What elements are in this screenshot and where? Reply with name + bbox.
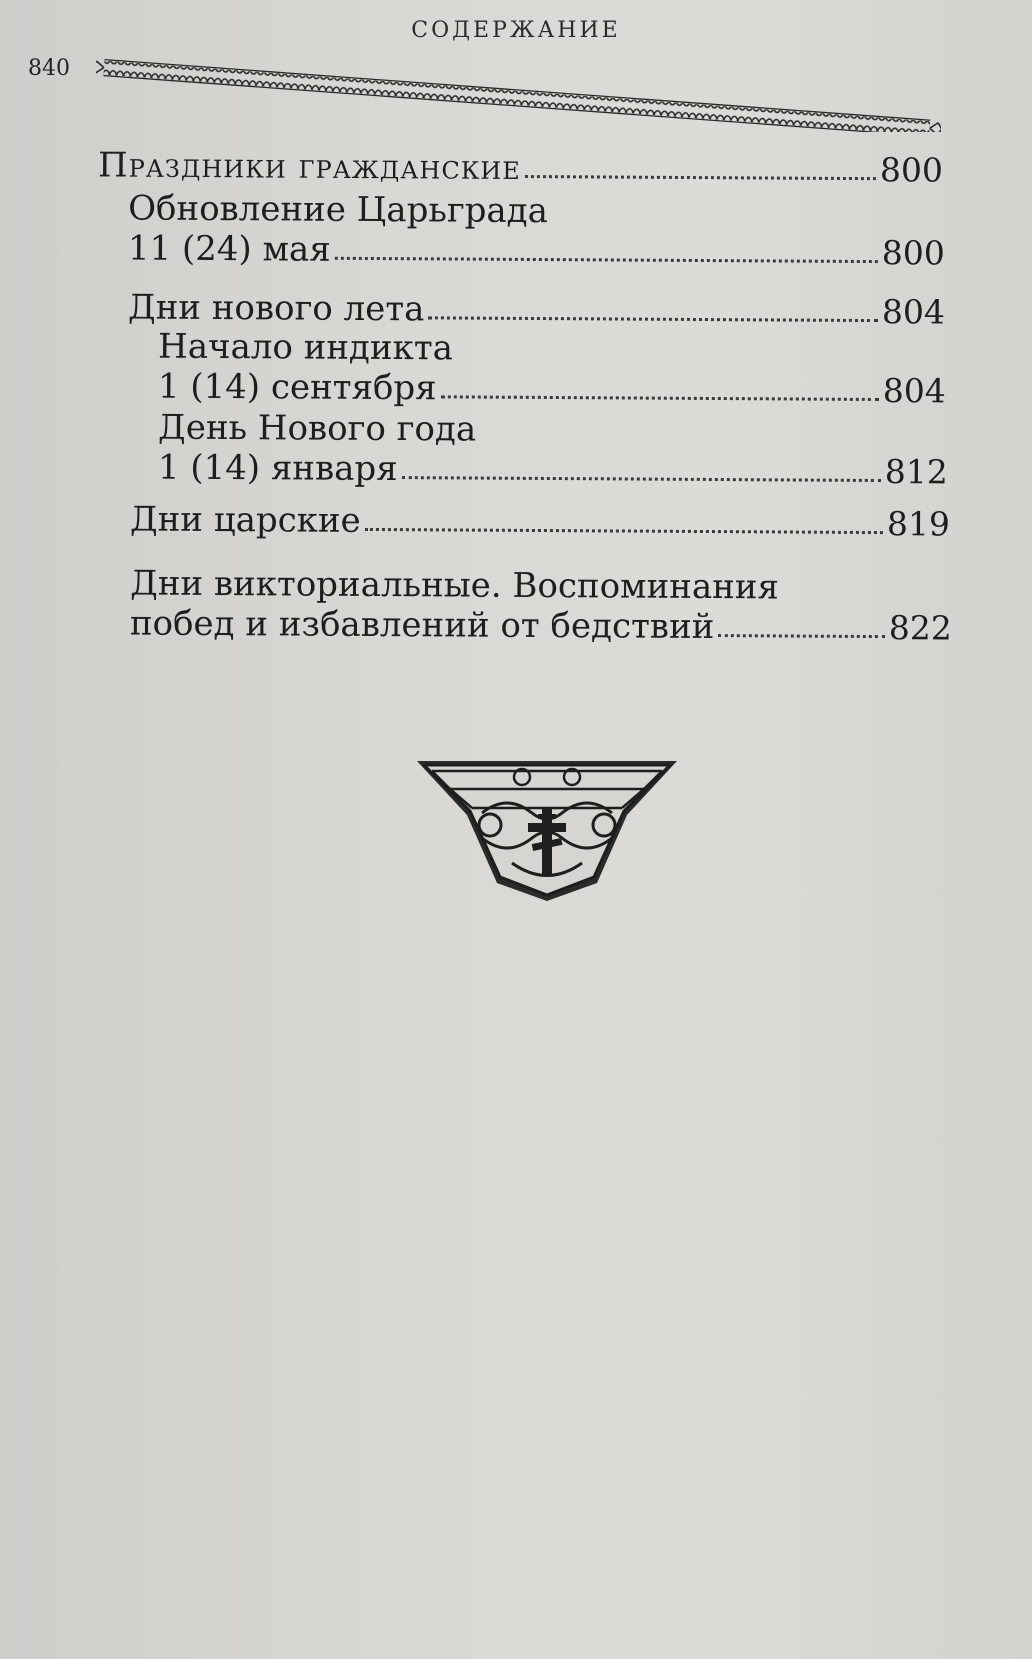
page-number: 840 (28, 56, 70, 81)
toc-subentry[interactable] (158, 408, 948, 493)
dot-leader (365, 528, 883, 534)
toc-entry-title: Начало индикта (158, 326, 454, 369)
toc-subentry[interactable] (158, 327, 946, 412)
braided-ornament-rule-icon (96, 52, 941, 132)
toc-entry-title: День Нового года (158, 407, 477, 450)
toc-entry-title-cont: 1 (14) сентября (157, 366, 437, 409)
toc-entry-title: Дни нового лета (127, 287, 425, 330)
toc-entry[interactable] (128, 288, 945, 333)
toc-entry-title-cont: 1 (14) января (157, 447, 398, 490)
toc-entry-title: Обновление Царьграда (128, 188, 549, 232)
dot-leader (525, 175, 876, 180)
toc-section-heading[interactable] (98, 145, 943, 190)
toc-entry-title-cont: побед и избавлений от бедствий (129, 603, 715, 648)
toc-page-ref: 800 (881, 233, 945, 273)
toc-page-ref: 822 (888, 608, 952, 648)
toc-entry[interactable] (128, 189, 945, 274)
toc-section-title: Праздники гражданские (97, 145, 521, 189)
dot-leader (428, 316, 878, 322)
ornamental-cross-vignette-icon (412, 753, 682, 903)
toc-entry[interactable] (130, 563, 952, 648)
toc-page-ref: 804 (882, 371, 946, 411)
toc-page-ref: 804 (881, 292, 946, 332)
toc-entry-title-cont: 11 (24) мая (127, 228, 331, 270)
toc-entry[interactable] (130, 499, 950, 544)
dot-leader (441, 395, 879, 401)
toc-page-ref: 800 (879, 150, 944, 190)
toc-entry-title: Дни царские (129, 499, 361, 541)
toc-page-ref: 812 (884, 452, 948, 492)
dot-leader (402, 476, 881, 482)
dot-leader (335, 257, 878, 263)
running-head: СОДЕРЖАНИЕ (411, 18, 621, 43)
toc-page-ref: 819 (886, 504, 951, 544)
dot-leader (718, 634, 885, 638)
toc-entry-title: Дни викториальные. Воспоминания (130, 563, 780, 608)
